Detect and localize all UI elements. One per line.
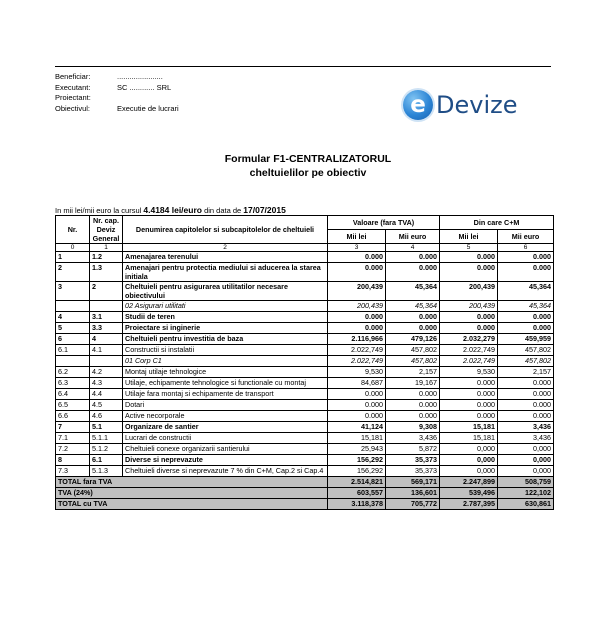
row-mii-lei: 41,124 (328, 422, 386, 433)
table-row (56, 389, 554, 400)
row-nr: 6 (56, 334, 90, 345)
proiectant-row (55, 93, 179, 104)
row-mii-euro: 3,436 (386, 433, 440, 444)
row-mii-euro: 35,373 (386, 466, 440, 477)
row-cm-mii-euro: 0.000 (498, 389, 554, 400)
row-mii-lei: 2.022,749 (328, 345, 386, 356)
row-mii-lei: 0.000 (328, 411, 386, 422)
row-cap: 4.6 (90, 411, 123, 422)
idx-6: 6 (498, 244, 554, 252)
table-row (56, 323, 554, 334)
row-nr: 7.2 (56, 444, 90, 455)
idx-4: 4 (386, 244, 440, 252)
page-subtitle: cheltuielilor pe obiectiv (249, 167, 367, 179)
total-cm-mii-euro: 630,861 (498, 499, 554, 510)
row-denumire: Cheltuieli pentru asigurarea utilitatilor necesare obiectivului (123, 282, 328, 301)
row-nr: 5 (56, 323, 90, 334)
row-mii-euro: 0.000 (386, 400, 440, 411)
table-row (56, 252, 554, 263)
row-mii-euro: 45,364 (386, 282, 440, 301)
row-nr: 3 (56, 282, 90, 301)
row-mii-euro: 2,157 (386, 367, 440, 378)
col-mii-euro-cm: Mii euro (498, 230, 554, 244)
row-cap: 1.3 (90, 263, 123, 282)
row-cm-mii-lei: 0.000 (440, 323, 498, 334)
row-mii-lei: 200,439 (328, 282, 386, 301)
row-cm-mii-lei: 200,439 (440, 301, 498, 312)
table-row (56, 263, 554, 282)
row-nr: 6.5 (56, 400, 90, 411)
row-mii-euro: 5,872 (386, 444, 440, 455)
row-cm-mii-euro: 0.000 (498, 323, 554, 334)
row-mii-lei: 0.000 (328, 263, 386, 282)
row-cm-mii-lei: 0.000 (440, 378, 498, 389)
table-row (56, 301, 554, 312)
table-row (56, 378, 554, 389)
total-label: TOTAL cu TVA (56, 499, 328, 510)
row-cm-mii-lei: 15,181 (440, 433, 498, 444)
executant-value: SC ............ SRL (117, 82, 172, 92)
table-row (56, 345, 554, 356)
row-cm-mii-euro: 3,436 (498, 433, 554, 444)
col-mii-lei-cm: Mii lei (440, 230, 498, 244)
row-denumire: Cheltuieli pentru investitia de baza (123, 334, 328, 345)
idx-5: 5 (440, 244, 498, 252)
total-cm-mii-lei: 2.247,899 (440, 477, 498, 488)
row-cap: 4.5 (90, 400, 123, 411)
row-denumire: Organizare de santier (123, 422, 328, 433)
table-row (56, 411, 554, 422)
row-cap: 3.3 (90, 323, 123, 334)
logo-e-icon: e (403, 90, 433, 120)
row-mii-euro: 0.000 (386, 411, 440, 422)
beneficiar-label: Beneficiar: (55, 72, 91, 81)
table-row (56, 282, 554, 301)
total-mii-lei: 2.514,821 (328, 477, 386, 488)
total-label: TOTAL fara TVA (56, 477, 328, 488)
row-denumire: Cheltuieli conexe organizarii santierului (123, 444, 328, 455)
row-cm-mii-euro: 0.000 (498, 378, 554, 389)
col-mii-euro: Mii euro (386, 230, 440, 244)
row-mii-euro: 457,802 (386, 356, 440, 367)
total-cm-mii-euro: 122,102 (498, 488, 554, 499)
row-cap: 4.1 (90, 345, 123, 356)
row-cm-mii-lei: 0.000 (440, 263, 498, 282)
row-mii-lei: 0.000 (328, 312, 386, 323)
row-denumire: Constructii si instalatii (123, 345, 328, 356)
row-cm-mii-lei: 9,530 (440, 367, 498, 378)
row-cm-mii-euro: 2,157 (498, 367, 554, 378)
idx-3: 3 (328, 244, 386, 252)
row-denumire: 01 Corp C1 (123, 356, 328, 367)
row-mii-euro: 0.000 (386, 312, 440, 323)
rate-middle: din data de (204, 206, 242, 215)
row-mii-lei: 9,530 (328, 367, 386, 378)
row-cm-mii-euro: 0.000 (498, 252, 554, 263)
row-mii-lei: 2.116,966 (328, 334, 386, 345)
row-denumire: Amenajarea terenului (123, 252, 328, 263)
row-cap: 6.1 (90, 455, 123, 466)
row-cap: 5.1.1 (90, 433, 123, 444)
idx-2: 2 (123, 244, 328, 252)
row-mii-lei: 0.000 (328, 389, 386, 400)
row-cm-mii-euro: 45,364 (498, 301, 554, 312)
beneficiar-value: ...................... (117, 72, 163, 81)
proiectant-label: Proiectant: (55, 93, 91, 102)
row-cm-mii-lei: 0.000 (440, 252, 498, 263)
row-cm-mii-lei: 2.022,749 (440, 345, 498, 356)
table-row (56, 367, 554, 378)
row-nr: 1 (56, 252, 90, 263)
row-mii-euro: 0.000 (386, 252, 440, 263)
row-cm-mii-euro: 0,000 (498, 455, 554, 466)
table-row (56, 356, 554, 367)
row-mii-euro: 19,167 (386, 378, 440, 389)
row-cm-mii-euro: 0.000 (498, 400, 554, 411)
total-row (56, 499, 554, 510)
row-cm-mii-lei: 0.000 (440, 411, 498, 422)
row-nr: 6.1 (56, 345, 90, 356)
total-cm-mii-lei: 539,496 (440, 488, 498, 499)
row-nr: 7.1 (56, 433, 90, 444)
row-cm-mii-euro: 3,436 (498, 422, 554, 433)
rate-value: 4.4184 lei/euro (143, 205, 202, 215)
row-cm-mii-lei: 0.000 (440, 312, 498, 323)
col-nrcap: Nr. cap. Deviz General (90, 216, 123, 244)
row-cm-mii-euro: 0,000 (498, 466, 554, 477)
row-mii-euro: 0.000 (386, 323, 440, 334)
row-mii-euro: 35,373 (386, 455, 440, 466)
row-mii-lei: 84,687 (328, 378, 386, 389)
index-row (56, 244, 554, 252)
row-denumire: Proiectare si inginerie (123, 323, 328, 334)
row-mii-lei: 200,439 (328, 301, 386, 312)
obiectivul-row (55, 104, 179, 115)
row-cap (90, 301, 123, 312)
row-cm-mii-lei: 2.032,279 (440, 334, 498, 345)
project-info (55, 72, 179, 114)
row-cm-mii-lei: 200,439 (440, 282, 498, 301)
page-title: Formular F1-CENTRALIZATORUL (224, 153, 392, 165)
table-body (56, 252, 554, 510)
table-row (56, 466, 554, 477)
row-cm-mii-lei: 2.022,749 (440, 356, 498, 367)
row-nr: 7.3 (56, 466, 90, 477)
rate-prefix: In mii lei/mii euro la cursul (55, 206, 142, 215)
row-nr (56, 301, 90, 312)
obiectivul-value: Executie de lucrari (117, 103, 179, 113)
row-denumire: Montaj utilaje tehnologice (123, 367, 328, 378)
row-mii-lei: 25,943 (328, 444, 386, 455)
row-cm-mii-euro: 0.000 (498, 411, 554, 422)
row-cap: 4.3 (90, 378, 123, 389)
total-row (56, 488, 554, 499)
row-cap: 4 (90, 334, 123, 345)
row-cm-mii-lei: 0.000 (440, 400, 498, 411)
row-mii-lei: 0.000 (328, 400, 386, 411)
row-denumire: Cheltuieli diverse si neprevazute 7 % din C+M, Cap.2 si Cap.4 (123, 466, 328, 477)
total-mii-lei: 603,557 (328, 488, 386, 499)
total-mii-euro: 705,772 (386, 499, 440, 510)
row-cap: 4.2 (90, 367, 123, 378)
beneficiar-row (55, 72, 179, 83)
row-denumire: Lucrari de constructii (123, 433, 328, 444)
row-cm-mii-euro: 0.000 (498, 312, 554, 323)
row-mii-euro: 0.000 (386, 263, 440, 282)
idx-0: 0 (56, 244, 90, 252)
executant-label: Executant: (55, 82, 91, 92)
total-mii-lei: 3.118,378 (328, 499, 386, 510)
row-mii-euro: 479,126 (386, 334, 440, 345)
row-denumire: Amenajari pentru protectia mediului si aducerea la starea initiala (123, 263, 328, 282)
row-cm-mii-euro: 457,802 (498, 345, 554, 356)
centralizator-table (55, 215, 554, 510)
header-row-1 (56, 216, 554, 230)
idx-1: 1 (90, 244, 123, 252)
row-nr: 6.2 (56, 367, 90, 378)
row-cap: 3.1 (90, 312, 123, 323)
row-cm-mii-euro: 0,000 (498, 444, 554, 455)
col-nr: Nr. (56, 216, 90, 244)
exchange-rate-line (55, 205, 286, 215)
table-row (56, 400, 554, 411)
header-rule (55, 66, 551, 67)
row-denumire: Studii de teren (123, 312, 328, 323)
row-cap: 5.1.2 (90, 444, 123, 455)
row-mii-lei: 2.022,749 (328, 356, 386, 367)
total-cm-mii-euro: 508,759 (498, 477, 554, 488)
row-denumire: Utilaje fara montaj si echipamente de transport (123, 389, 328, 400)
executant-row (55, 83, 179, 94)
row-nr: 2 (56, 263, 90, 282)
row-nr: 4 (56, 312, 90, 323)
row-cm-mii-lei: 15,181 (440, 422, 498, 433)
row-mii-euro: 45,364 (386, 301, 440, 312)
table-row (56, 422, 554, 433)
row-denumire: Diverse si neprevazute (123, 455, 328, 466)
row-mii-lei: 0.000 (328, 323, 386, 334)
row-nr: 6.6 (56, 411, 90, 422)
col-mii-lei: Mii lei (328, 230, 386, 244)
rate-date: 17/07/2015 (243, 205, 286, 215)
row-cap: 2 (90, 282, 123, 301)
row-denumire: 02 Asigurari utilitati (123, 301, 328, 312)
row-mii-lei: 156,292 (328, 466, 386, 477)
edevize-logo (403, 90, 517, 120)
row-denumire: Active necorporale (123, 411, 328, 422)
row-mii-lei: 0.000 (328, 252, 386, 263)
row-cap (90, 356, 123, 367)
col-denumire: Denumirea capitolelor si subcapitolelor de cheltuieli (123, 216, 328, 244)
total-mii-euro: 569,171 (386, 477, 440, 488)
row-cm-mii-euro: 0.000 (498, 263, 554, 282)
total-cm-mii-lei: 2.787,395 (440, 499, 498, 510)
table-row (56, 433, 554, 444)
total-label: TVA (24%) (56, 488, 328, 499)
row-cm-mii-euro: 459,959 (498, 334, 554, 345)
row-cap: 5.1 (90, 422, 123, 433)
row-mii-euro: 457,802 (386, 345, 440, 356)
row-cm-mii-lei: 0.000 (440, 389, 498, 400)
row-mii-euro: 9,308 (386, 422, 440, 433)
row-nr: 7 (56, 422, 90, 433)
row-nr: 6.3 (56, 378, 90, 389)
row-mii-lei: 15,181 (328, 433, 386, 444)
row-cap: 5.1.3 (90, 466, 123, 477)
table-row (56, 334, 554, 345)
logo-text: Devize (436, 91, 518, 119)
row-cm-mii-euro: 457,802 (498, 356, 554, 367)
row-denumire: Utilaje, echipamente tehnologice si functionale cu montaj (123, 378, 328, 389)
row-cm-mii-lei: 0,000 (440, 455, 498, 466)
col-valoare: Valoare (fara TVA) (328, 216, 440, 230)
row-nr: 6.4 (56, 389, 90, 400)
col-cm: Din care C+M (440, 216, 554, 230)
row-mii-euro: 0.000 (386, 389, 440, 400)
row-nr: 8 (56, 455, 90, 466)
row-cm-mii-euro: 45,364 (498, 282, 554, 301)
row-cap: 1.2 (90, 252, 123, 263)
table-row (56, 312, 554, 323)
row-nr (56, 356, 90, 367)
row-denumire: Dotari (123, 400, 328, 411)
row-mii-lei: 156,292 (328, 455, 386, 466)
obiectivul-label: Obiectivul: (55, 103, 91, 113)
row-cm-mii-lei: 0,000 (440, 444, 498, 455)
row-cm-mii-lei: 0,000 (440, 466, 498, 477)
table-row (56, 455, 554, 466)
row-cap: 4.4 (90, 389, 123, 400)
total-mii-euro: 136,601 (386, 488, 440, 499)
total-row (56, 477, 554, 488)
table-row (56, 444, 554, 455)
